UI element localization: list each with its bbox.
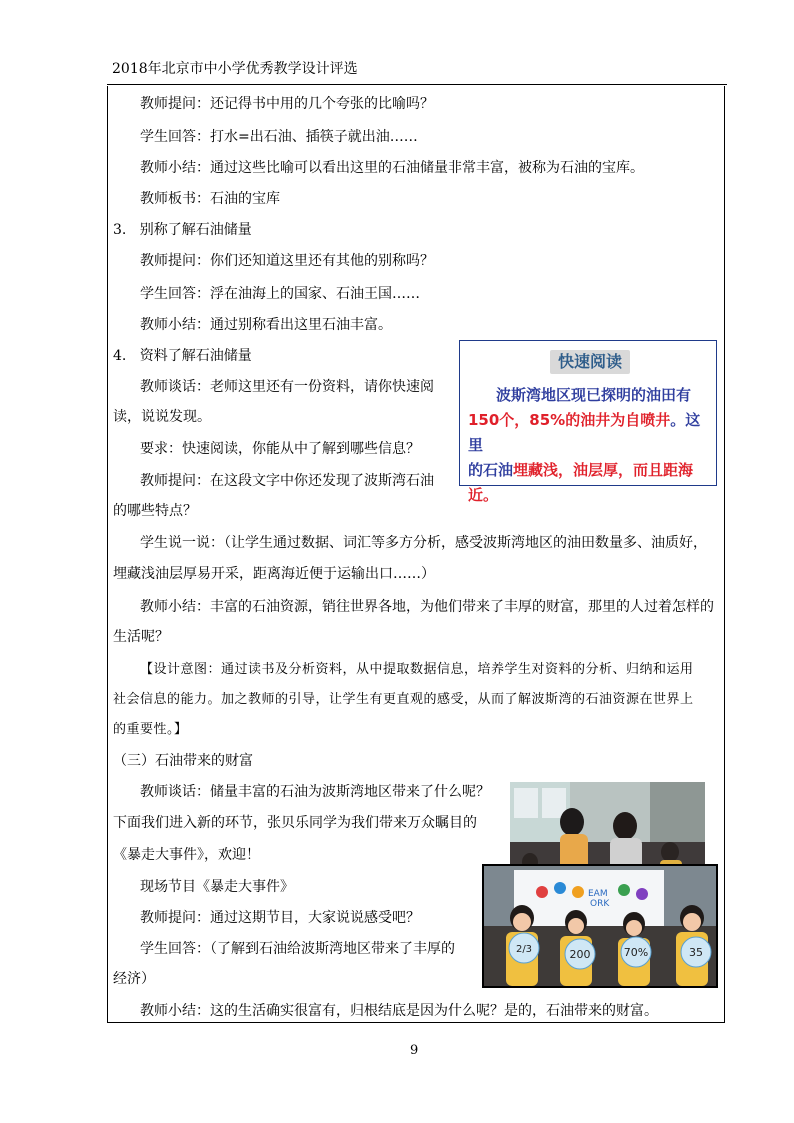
text-line: 教师提问：你们还知道这里还有其他的别称吗？ (140, 253, 434, 269)
page-number: 9 (410, 1043, 419, 1058)
card-label: 70% (623, 946, 649, 959)
card-label: 200 (569, 948, 591, 961)
reading-highlight: 埋藏浅，油层厚，而且距海 (513, 461, 694, 479)
section-heading: 4. 资料了解石油储量 (113, 348, 252, 364)
text-line: 下面我们进入新的环节，张贝乐同学为我们带来万众瞩目的 (113, 815, 477, 831)
design-intent: 社会信息的能力。加之教师的引导，让学生有更直观的感受，从而了解波斯湾的石油资源在世界上 (113, 692, 694, 707)
text-line: 埋藏浅油层厚易开采，距离海近便于运输出口……） (113, 566, 435, 582)
text-line: 学生回答：浮在油海上的国家、石油王国…… (140, 286, 420, 302)
svg-text:EAM: EAM (588, 889, 608, 899)
text-line: 《暴走大事件》，欢迎！ (113, 847, 260, 863)
text-line: 读，说说发现。 (113, 409, 211, 425)
text-line: 学生说一说：（让学生通过数据、词汇等多方分析，感受波斯湾地区的油田数量多、油质好， (140, 535, 707, 551)
text-line: 教师谈话：储量丰富的石油为波斯湾地区带来了什么呢？ (140, 784, 490, 800)
text-line: 学生回答：打水=出石油、插筷子就出油…… (140, 129, 418, 145)
card-label: 35 (689, 946, 703, 959)
text-line: 教师谈话：老师这里还有一份资料，请你快速阅 (140, 379, 434, 395)
reading-line: 近。 (468, 486, 499, 504)
quick-reading-box (459, 340, 717, 504)
reading-line: 波斯湾地区现已探明的油田有 (496, 386, 692, 404)
quick-reading-title: 快速阅读 (550, 350, 630, 374)
text-line: 教师小结：这的生活确实很富有，归根结底是因为什么呢？是的，石油带来的财富。 (140, 1003, 658, 1019)
header-rule (107, 84, 727, 85)
reading-highlight: 自喷井 (625, 411, 671, 429)
students-cards-photo (482, 864, 718, 988)
text-line: 学生回答：（了解到石油给波斯湾地区带来了丰厚的 (140, 941, 455, 957)
reading-text-span: 的石油 (468, 461, 514, 479)
text-line: 教师小结：通过别称看出这里石油丰富。 (140, 317, 392, 333)
section-heading: （三）石油带来的财富 (113, 753, 253, 769)
card-label: 2/3 (515, 944, 533, 955)
text-line: 教师板书：石油的宝库 (140, 191, 280, 207)
text-line: 教师提问：通过这期节目，大家说说感受吧？ (140, 910, 420, 926)
quick-reading-text (468, 383, 712, 508)
design-intent: 的重要性。】 (113, 722, 188, 737)
text-line: 教师小结：通过这些比喻可以看出这里的石油储量非常丰富，被称为石油的宝库。 (140, 160, 644, 176)
text-line: 要求：快速阅读，你能从中了解到哪些信息？ (140, 441, 420, 457)
text-line: 教师提问：在这段文字中你还发现了波斯湾石油 (140, 473, 434, 489)
svg-text:ORK: ORK (590, 899, 610, 909)
reading-highlight: 150个，85%的油井为 (468, 411, 626, 429)
text-line: 教师提问：还记得书中用的几个夸张的比喻吗？ (140, 96, 434, 112)
page-header: 2018年北京市中小学优秀教学设计评选 (112, 61, 358, 77)
design-intent: 【设计意图：通过读书及分析资料，从中提取数据信息，培养学生对资料的分析、归纳和运用 (140, 662, 694, 677)
reading-line (468, 408, 712, 458)
text-line: 生活呢？ (113, 629, 169, 645)
text-line: 的哪些特点？ (113, 503, 197, 519)
text-line: 现场节目《暴走大事件》 (140, 879, 294, 895)
section-heading: 3. 别称了解石油储量 (113, 222, 252, 238)
reading-text-span: 。这里 (468, 411, 701, 454)
text-line: 教师小结：丰富的石油资源，销往世界各地，为他们带来了丰厚的财富，那里的人过着怎样的 (140, 599, 714, 615)
text-line: 经济） (113, 971, 155, 987)
reading-line (468, 458, 712, 483)
